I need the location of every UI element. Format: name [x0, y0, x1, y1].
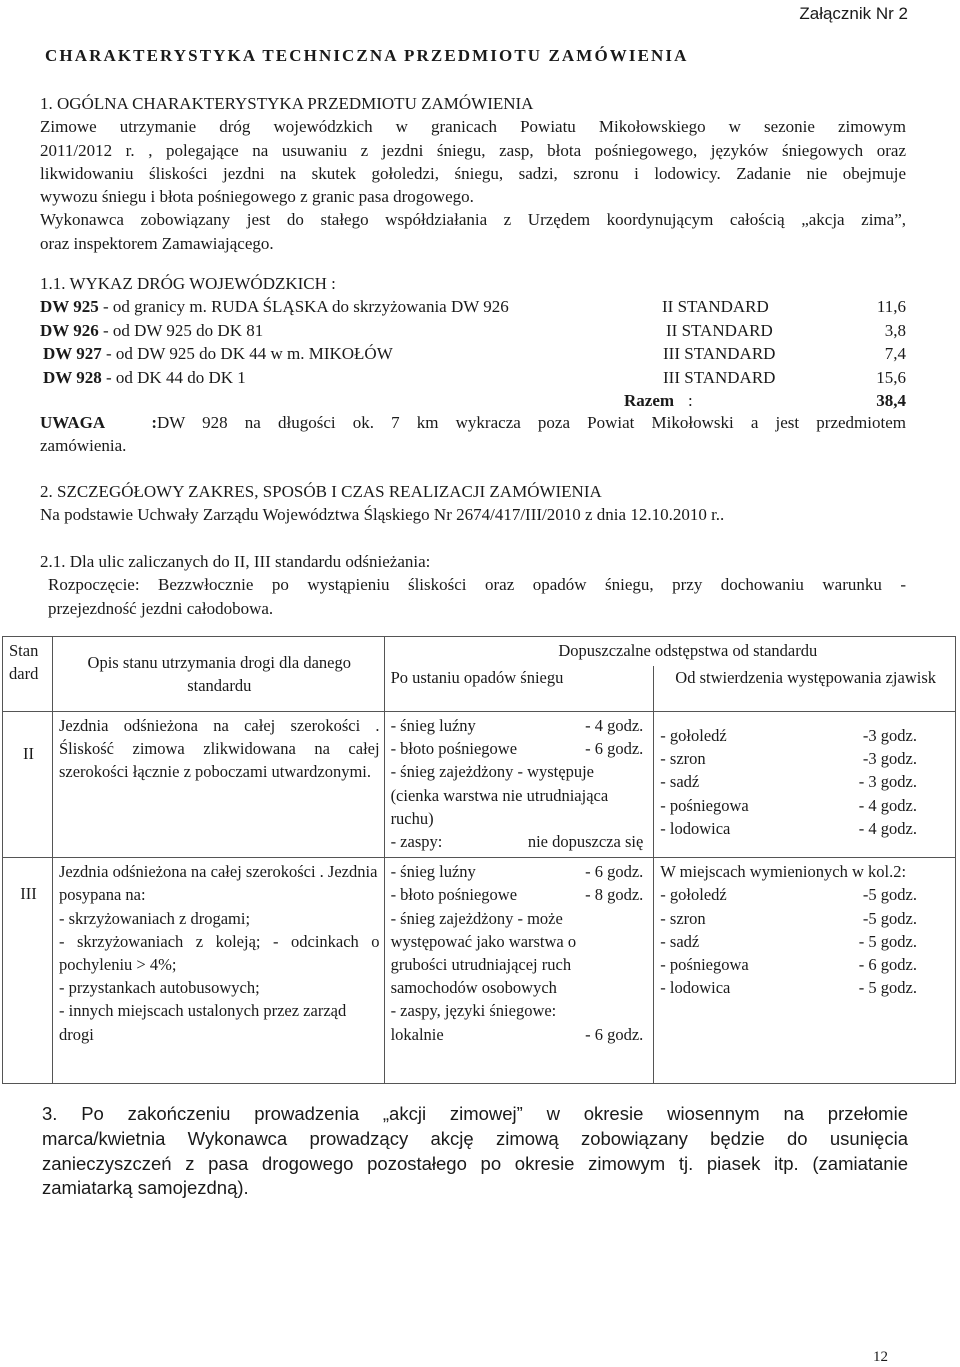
section-2: [40, 480, 724, 527]
list-item: - sadź - 3 godz.: [660, 772, 917, 792]
section-2-basis: Na podstawie Uchwały Zarządu Województwa Śląskiego Nr 2674/417/III/2010 z dnia 12.10.2010 r..: [40, 505, 725, 525]
note-text: DW 928 na długości ok. 7 km wykracza poza Powiat Mikołowski a jest przedmiotem: [157, 413, 906, 432]
section-3-line: marca/kwietnia Wykonawca prowadzący akcję zimową zobowiązany będzie do usunięcia: [42, 1127, 908, 1149]
section-1-line: 2011/2012 r. , polegające na usuwaniu z jezdni śniegu, zasp, błota pośniegowego, języków śniegowych oraz: [40, 140, 906, 160]
section-3-line: 3. Po zakończeniu prowadzenia „akcji zimowej” w okresie wiosennym na przełomie: [42, 1103, 908, 1124]
table-row: [3, 712, 956, 858]
section-3: [42, 1102, 908, 1201]
row-standard: III: [20, 884, 37, 904]
road-code: DW 926: [40, 320, 99, 340]
standards-table: [2, 636, 956, 1084]
col-deviations-header: Dopuszczalne odstępstwa od standardu: [558, 641, 818, 660]
road-standard: III STANDARD: [663, 367, 776, 387]
road-standard: III STANDARD: [663, 344, 776, 364]
section-1-line: likwidowaniu śliskości jezdni na skutek gołoledzi, śniegu, sadzi, szronu i lodowicy. Zadanie nie obejmuje: [40, 163, 906, 183]
section-1: [40, 92, 906, 255]
list-item: - przystankach autobusowych;: [58, 978, 260, 998]
list-item: - błoto pośniegowe - 8 godz.: [390, 885, 644, 905]
total-label: Razem: [624, 390, 675, 410]
detection-intro: W miejscach wymienionych w kol.2:: [660, 862, 907, 882]
document-title: CHARAKTERYSTYKA TECHNICZNA PRZEDMIOTU ZAMÓWIENIA: [45, 46, 689, 65]
list-item: - lodowica - 5 godz.: [660, 978, 917, 998]
list-item: - szron -5 godz.: [660, 908, 917, 928]
section-2-1-line: przejezdność jezdni całodobowa.: [48, 598, 274, 618]
road-standard: II STANDARD: [666, 320, 773, 340]
list-item: - skrzyżowaniach z koleją; - odcinkach o pochyleniu > 4%;: [58, 931, 380, 974]
total-colon: :: [688, 390, 693, 410]
section-3-line: zamiatarką samojezdną).: [42, 1177, 249, 1199]
section-2-1-heading: 2.1. Dla ulic zaliczanych do II, III standardu odśnieżania:: [40, 552, 431, 571]
section-1-line: oraz inspektorem Zamawiającego.: [40, 233, 274, 253]
list-item: - innych miejscach ustalonych przez zarząd drogi: [58, 1001, 347, 1044]
section-1-line: wywozu śniegu i błota pośniegowego z granic pasa drogowego.: [40, 187, 474, 207]
col-desc-header: Opis stanu utrzymania drogi dla danego standardu: [87, 653, 352, 696]
note-text-cont: zamówienia.: [40, 436, 127, 456]
detection-list: [654, 858, 955, 1003]
table-header-row: [3, 637, 956, 667]
road-code: DW 928: [43, 367, 102, 387]
list-item: - gołoledź -3 godz.: [660, 726, 917, 745]
section-1-line: Zimowe utrzymanie dróg wojewódzkich w granicach Powiatu Mikołowskiego w sezonie zimowym: [40, 117, 906, 137]
road-code: DW 927: [43, 344, 102, 364]
section-1-heading: 1. OGÓLNA CHARAKTERYSTYKA PRZEDMIOTU ZAMÓWIENIA: [40, 94, 534, 113]
road-standard: II STANDARD: [662, 297, 769, 317]
list-item: - sadź - 5 godz.: [660, 931, 917, 951]
road-length: 15,6: [876, 367, 906, 387]
after-snow-list: [385, 858, 654, 1050]
section-2-heading: 2. SZCZEGÓŁOWY ZAKRES, SPOSÓB I CZAS REALIZACJI ZAMÓWIENIA: [40, 482, 602, 501]
list-item: - śnieg zajeżdżony - może występować jako warstwa o grubości utrudniającej ruch samochodów osobowych: [390, 908, 577, 998]
list-item: - zaspy, języki śniegowe:: [390, 1001, 557, 1021]
list-item: lokalnie - 6 godz.: [390, 1024, 644, 1044]
list-item: - śnieg luźny - 4 godz.: [390, 716, 644, 735]
list-item: - pośniegowa - 6 godz.: [660, 954, 917, 974]
note: [40, 411, 906, 458]
list-item: - skrzyżowaniach z drogami;: [58, 908, 251, 928]
row-desc: Jezdnia odśnieżona na całej szerokości . Śliskość zimowa zlikwidowana na całej szerokości łącznie z poboczami utwardzonymi.: [58, 716, 380, 782]
section-2-1: [40, 550, 906, 620]
note-label: UWAGA :: [40, 413, 157, 432]
road-desc: - od granicy m. RUDA ŚLĄSKA do skrzyżowania DW 926: [98, 297, 509, 317]
col-standard-header: Standard: [9, 641, 39, 684]
list-item: - zaspy: nie dopuszcza się: [390, 831, 644, 851]
total-value: 38,4: [876, 390, 906, 410]
list-item: - błoto pośniegowe - 6 godz.: [390, 739, 644, 759]
detection-list: [654, 712, 955, 844]
list-item: - śnieg luźny - 6 godz.: [390, 862, 644, 882]
col-detection-header: Od stwierdzenia występowania zjawisk: [675, 668, 936, 688]
after-snow-list: [385, 712, 654, 857]
road-length: 7,4: [884, 344, 906, 364]
road-desc: - od DW 925 do DK 44 w m. MIKOŁÓW: [101, 344, 393, 364]
row-standard: II: [22, 744, 34, 763]
list-item: - pośniegowa - 4 godz.: [660, 795, 917, 815]
road-length: 3,8: [884, 320, 906, 340]
list-item: - gołoledź -5 godz.: [660, 885, 917, 905]
section-3-line: zanieczyszczeń z pasa drogowego pozostałego po okresie zimowym tj. piasek itp. (zamiatanie: [42, 1152, 908, 1174]
table-row: [3, 858, 956, 1084]
list-item: - śnieg zajeżdżony - występuje (cienka warstwa nie utrudniająca ruchu): [390, 762, 609, 828]
attachment-label: Załącznik Nr 2: [799, 4, 908, 23]
road-desc: - od DW 925 do DK 81: [98, 320, 264, 340]
road-code: DW 925: [40, 297, 99, 317]
desc-intro: Jezdnia odśnieżona na całej szerokości . Jezdnia posypana na:: [58, 862, 378, 905]
section-1-line: Wykonawca zobowiązany jest do stałego współdziałania z Urzędem koordynującym całością „akcja zima”,: [40, 210, 906, 230]
roads-heading: 1.1. WYKAZ DRÓG WOJEWÓDZKICH :: [40, 274, 336, 293]
page-number: 12: [873, 1349, 888, 1365]
list-item: - szron -3 godz.: [660, 749, 917, 769]
road-length: 11,6: [876, 297, 906, 317]
col-after-snow-header: Po ustaniu opadów śniegu: [390, 668, 564, 688]
row-desc: [53, 858, 384, 1050]
section-2-1-line: Rozpoczęcie: Bezzwłocznie po wystąpieniu śliskości oraz opadów śniegu, przy dochowaniu warunku -: [48, 575, 906, 595]
list-item: - lodowica - 4 godz.: [660, 818, 917, 838]
road-desc: - od DK 44 do DK 1: [101, 367, 246, 387]
